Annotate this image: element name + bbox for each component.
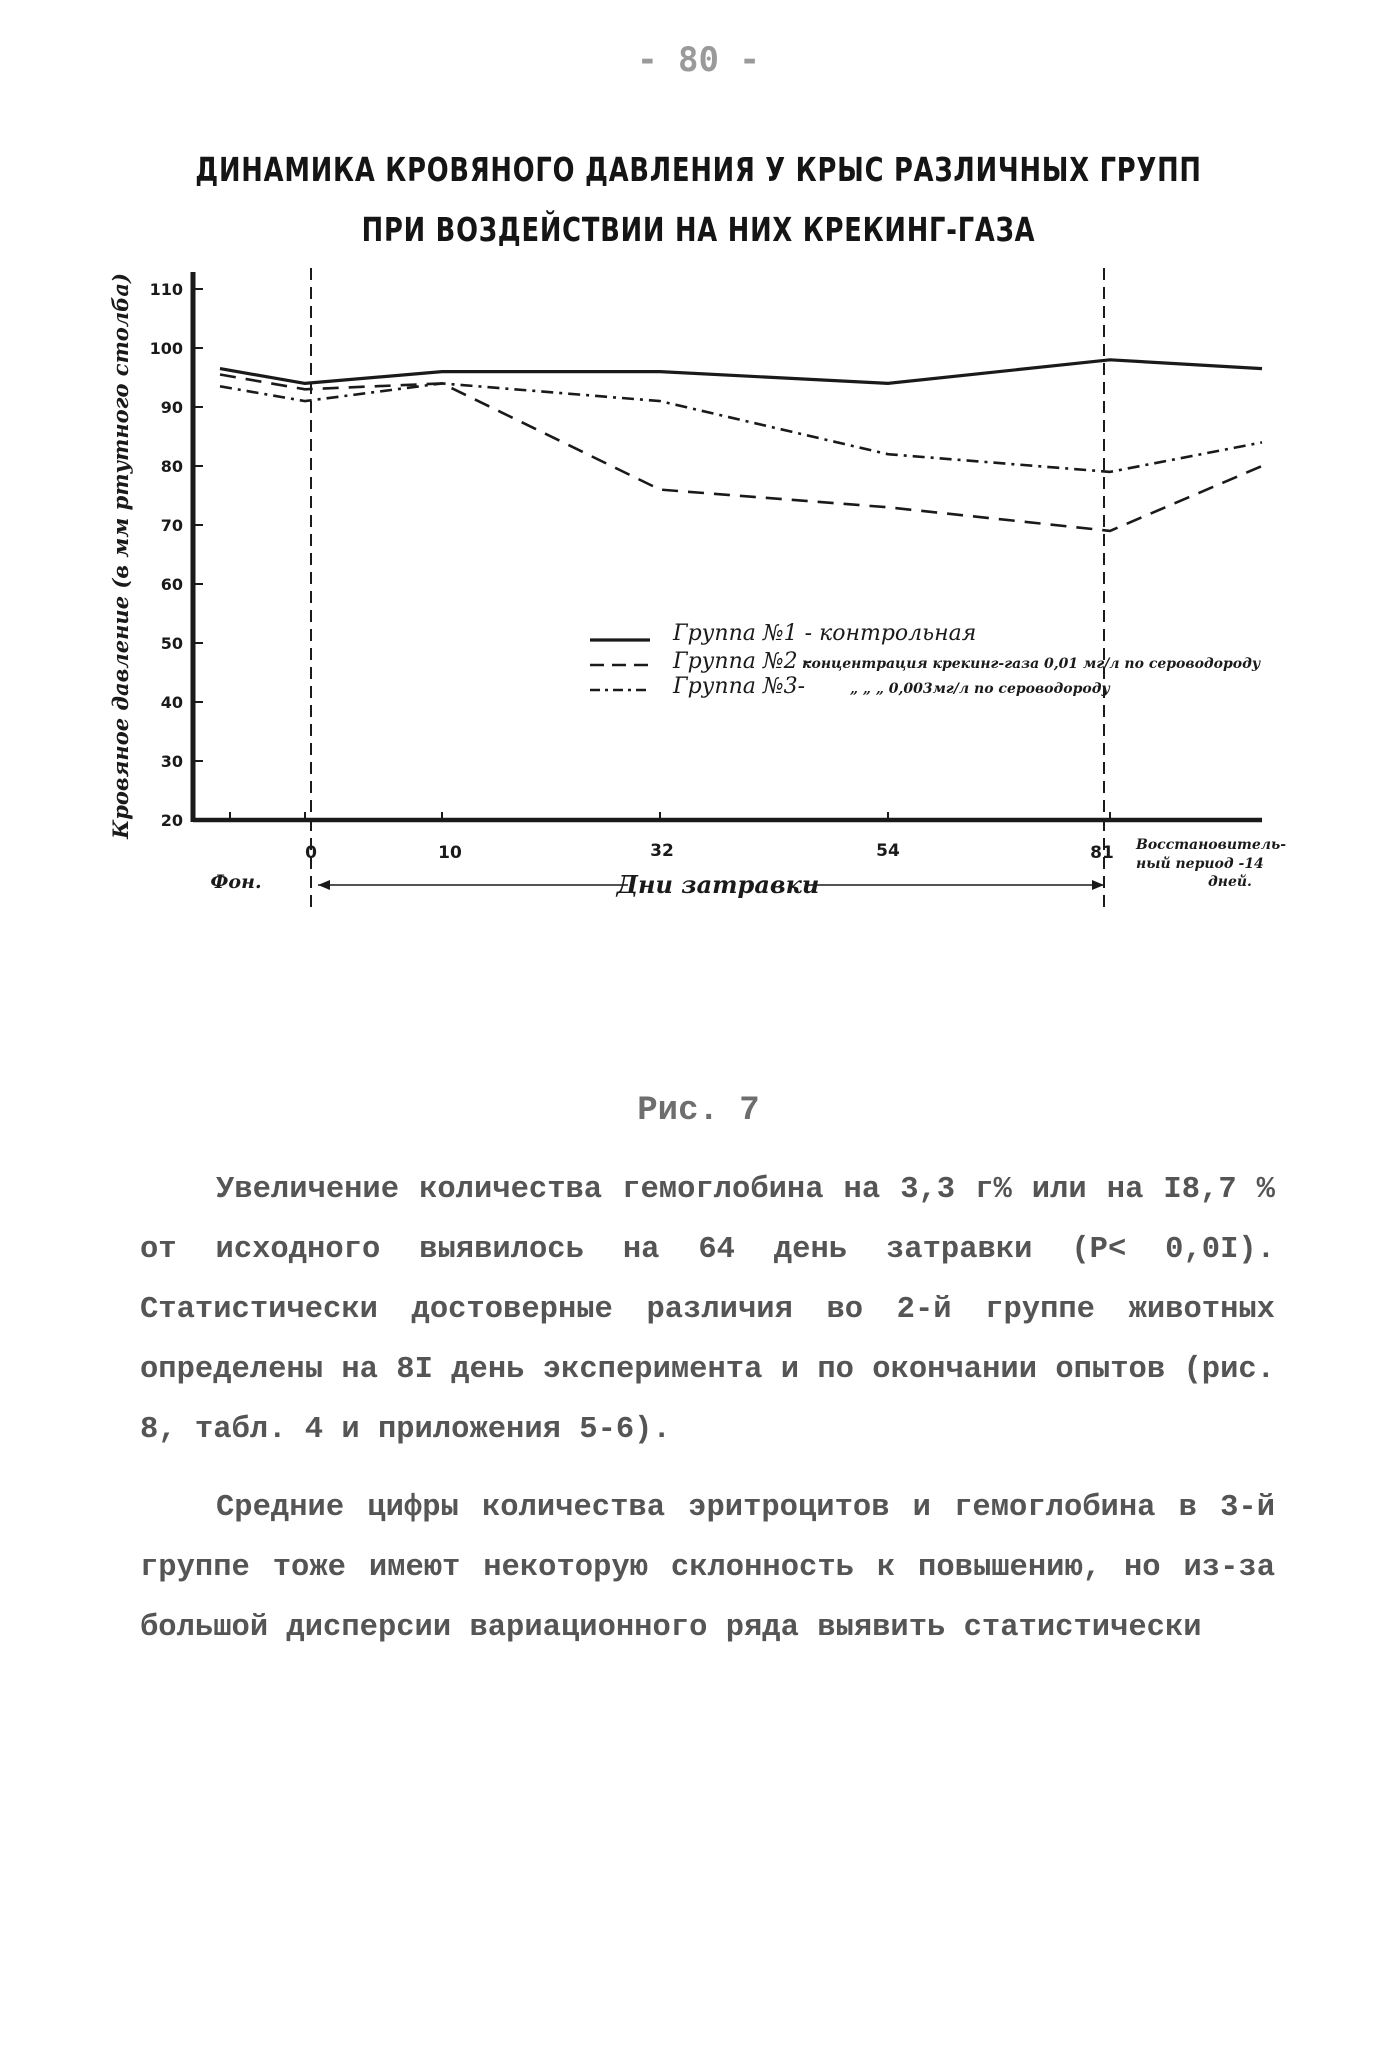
y-tick-label: 80 (160, 457, 183, 476)
y-tick-label: 60 (160, 575, 183, 594)
x-tick-label: 54 (876, 841, 900, 861)
page-number: - 80 - (637, 40, 760, 80)
y-tick-label: 50 (160, 634, 183, 653)
figure-caption: Рис. 7 (637, 1092, 760, 1130)
x-tick-label: 32 (650, 841, 674, 861)
y-tick-label: 110 (149, 280, 183, 299)
legend-label-group-2: Группа №2 - (673, 649, 813, 674)
recovery-label: ный период -14 (1136, 856, 1264, 872)
y-tick-label: 70 (160, 516, 183, 535)
series-line-group-1 (220, 360, 1262, 384)
arrowhead-left (318, 880, 330, 890)
series-line-group-3 (220, 383, 1262, 472)
y-axis-label: Кровяное давление (в мм ртутного столба) (108, 273, 133, 839)
x-tick-label: 0 (305, 843, 317, 863)
chart-title-line-1: ДИНАМИКА КРОВЯНОГО ДАВЛЕНИЯ У КРЫС РАЗЛИЧНЫХ ГРУПП (195, 150, 1202, 189)
x-tick-label: 10 (438, 843, 462, 863)
body-paragraph-2 (140, 1478, 1275, 1658)
y-tick-label: 30 (160, 752, 183, 771)
blood-pressure-chart (0, 250, 1397, 970)
x-axis-label: Дни затравки (616, 870, 820, 899)
recovery-label: Восстановитель- (1136, 837, 1287, 853)
y-tick-label: 20 (160, 811, 183, 830)
arrowhead-right (1092, 880, 1104, 890)
y-tick-label: 90 (160, 398, 183, 417)
y-tick-label: 40 (160, 693, 183, 712)
legend (590, 621, 1261, 699)
x-tick-label: 81 (1090, 843, 1114, 863)
legend-label-group-3-detail: „ „ „ 0,003мг/л по сероводороду (850, 681, 1110, 697)
y-tick-label: 100 (149, 339, 183, 358)
series-line-group-2 (220, 375, 1262, 531)
chart-title-line-2: ПРИ ВОЗДЕЙСТВИИ НА НИХ КРЕКИНГ-ГАЗА (361, 210, 1036, 249)
x-axis-ticks (210, 812, 1286, 899)
x-label-background: Фон. (210, 871, 262, 893)
paragraph-text: Увеличение количества гемоглобина на 3,3 г% или на I8,7 % от исходного выявилось на 64 день затравки (P< 0,0I). Статистически достоверные различия во 2-й группе животных определены на 8I день эксперимента и по окончании опытов (рис. 8, табл. 4 и приложения 5-6). (140, 1173, 1275, 1447)
body-paragraph-1 (140, 1160, 1275, 1460)
recovery-label: дней. (1208, 874, 1252, 890)
paragraph-text: Средние цифры количества эритроцитов и гемоглобина в 3-й группе тоже имеют некоторую склонность к повышению, но из-за большой дисперсии вариационного ряда выявить статистически (140, 1491, 1275, 1645)
legend-label-group-1: Группа №1 - контрольная (673, 621, 977, 646)
series-layer (220, 360, 1262, 531)
legend-label-group-3: Группа №3- (673, 674, 806, 699)
legend-label-group-2-detail: концентрация крекинг-газа 0,01 мг/л по сероводороду (802, 656, 1261, 672)
